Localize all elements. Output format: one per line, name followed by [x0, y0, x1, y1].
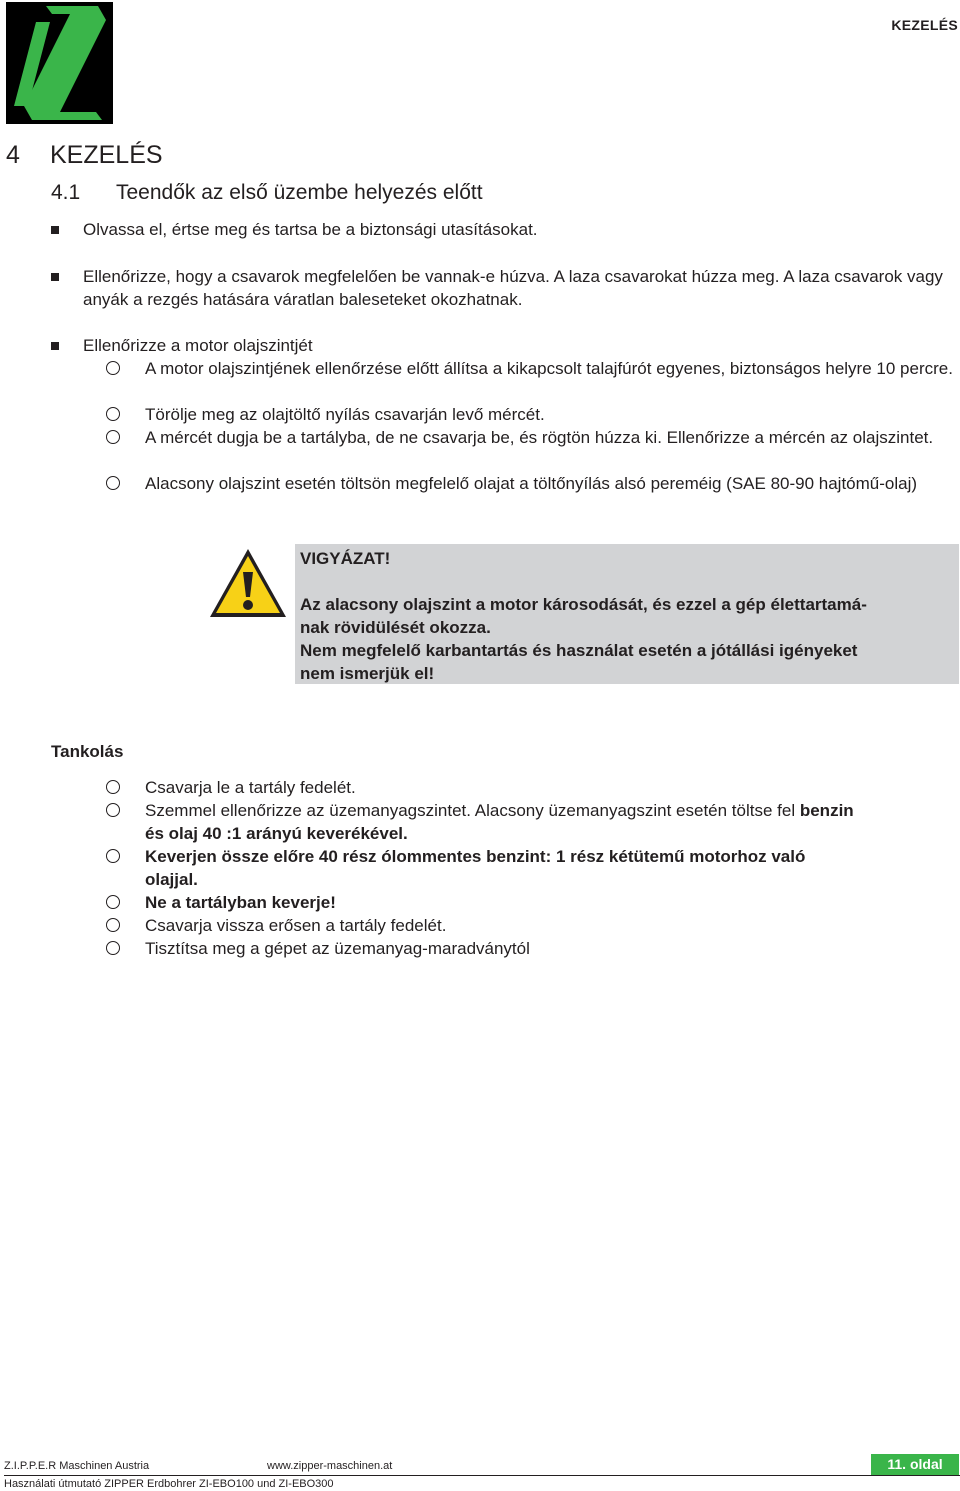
square-bullet-icon — [51, 273, 59, 281]
section-title: Teendők az első üzembe helyezés előtt — [116, 181, 483, 204]
fueling-step-text: Keverjen össze előre 40 rész ólommentes benzint: 1 rész kétütemű motorhoz való olajjal. — [145, 847, 806, 889]
fueling-step-text: Csavarja le a tartály fedelét. — [145, 778, 356, 797]
circle-bullet-icon — [106, 803, 120, 817]
circle-bullet-icon — [106, 361, 120, 375]
warning-line: nak rövidülését okozza. — [300, 618, 491, 637]
fueling-step-text: Tisztítsa meg a gépet az üzemanyag-maradványtól — [145, 939, 530, 958]
fueling-title: Tankolás — [51, 742, 124, 761]
square-bullet-icon — [51, 226, 59, 234]
page-number-badge: 11. oldal — [871, 1454, 959, 1475]
oil-step-text: A motor olajszintjének ellenőrzése előtt állítsa a kikapcsolt talajfúrót egyenes, biztonságos helyre 10 percre. — [145, 359, 953, 378]
chapter-number: 4 — [6, 141, 20, 169]
bullet-text: Ellenőrizze a motor olajszintjét — [83, 336, 313, 355]
fueling-step-text: Ne a tartályban keverje! — [145, 893, 336, 912]
circle-bullet-icon — [106, 407, 120, 421]
warning-line: Nem megfelelő karbantartás és használat esetén a jótállási igényeket — [300, 641, 858, 660]
section-heading — [51, 181, 483, 205]
footer-divider — [4, 1475, 960, 1476]
oil-step-text: Alacsony olajszint esetén töltsön megfelelő olajat a töltőnyílás alsó pereméig (SAE 80-90 hajtómű-olaj) — [145, 474, 918, 493]
chapter-title: KEZELÉS — [50, 141, 163, 169]
header-title: KEZELÉS — [891, 17, 958, 33]
zipper-logo — [6, 2, 113, 124]
oil-step-text: A mércét dugja be a tartályba, de ne csavarja be, és rögtön húzza ki. Ellenőrizze a mércén az olajszintet. — [145, 428, 934, 447]
bullet-text: Olvassa el, értse meg és tartsa be a biztonsági utasításokat. — [83, 220, 538, 239]
square-bullet-icon — [51, 342, 59, 350]
fueling-step-text: Szemmel ellenőrizze az üzemanyagszintet. Alacsony üzemanyagszint esetén töltse fel benzin és olaj 40 :1 arányú keverékével. — [145, 801, 854, 843]
warning-box — [295, 544, 959, 684]
fueling-step-text: Csavarja vissza erősen a tartály fedelét. — [145, 916, 447, 935]
circle-bullet-icon — [106, 918, 120, 932]
warning-title: VIGYÁZAT! — [300, 549, 391, 568]
zipper-logo-icon — [6, 2, 113, 124]
footer-manual-title: Használati útmutató ZIPPER Erdbohrer ZI-EBO100 und ZI-EBO300 — [4, 1478, 334, 1490]
warning-line: Az alacsony olajszint a motor károsodását, és ezzel a gép élettartamá- — [300, 595, 867, 614]
oil-step-text: Törölje meg az olajtöltő nyílás csavarján levő mércét. — [145, 405, 545, 424]
bullet-text: Ellenőrizze, hogy a csavarok megfelelően be vannak-e húzva. A laza csavarokat húzza meg. A laza csavarok vagy anyák a rezgés hatására váratlan baleseteket okozhatnak. — [83, 267, 943, 309]
footer-company: Z.I.P.P.E.R Maschinen Austria — [4, 1460, 150, 1472]
warning-triangle-icon — [208, 547, 288, 619]
section-number: 4.1 — [51, 181, 81, 204]
circle-bullet-icon — [106, 780, 120, 794]
chapter-heading — [6, 141, 163, 170]
footer-url[interactable]: www.zipper-maschinen.at — [267, 1460, 393, 1472]
circle-bullet-icon — [106, 895, 120, 909]
warning-line: nem ismerjük el! — [300, 664, 435, 683]
circle-bullet-icon — [106, 941, 120, 955]
circle-bullet-icon — [106, 849, 120, 863]
circle-bullet-icon — [106, 430, 120, 444]
circle-bullet-icon — [106, 476, 120, 490]
